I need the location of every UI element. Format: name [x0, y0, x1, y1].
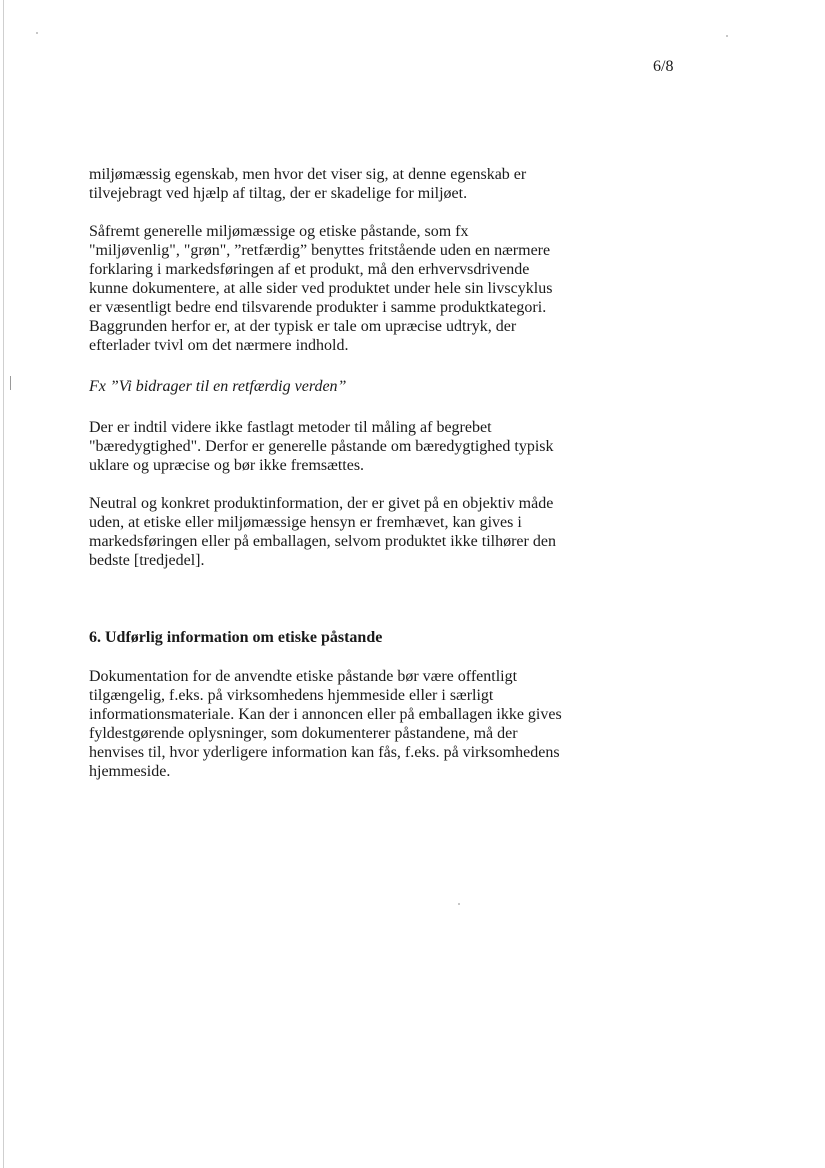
text-line: fyldestgørende oplysninger, som dokumenterer påstandene, må der	[89, 725, 518, 742]
paragraph-general-claims	[89, 222, 609, 355]
text-line: er væsentligt bedre end tilsvarende produkter i samme produktkategori.	[89, 299, 547, 316]
scan-margin-mark	[10, 376, 11, 390]
text-line: "miljøvenlig", "grøn", ”retfærdig” benyttes fritstående uden en nærmere	[89, 242, 551, 259]
text-line: kunne dokumentere, at alle sider ved produktet under hele sin livscyklus	[89, 280, 553, 297]
text-line: uklare og upræcise og bør ikke fremsættes.	[89, 457, 365, 474]
text-line: Neutral og konkret produktinformation, der er givet på en objektiv måde	[89, 495, 554, 512]
page-number: 6/8	[653, 58, 674, 75]
paragraph-sustainability	[89, 418, 609, 475]
text-line: informationsmateriale. Kan der i annoncen eller på emballagen ikke gives	[89, 706, 562, 723]
text-line: "bæredygtighed". Derfor er generelle påstande om bæredygtighed typisk	[89, 438, 554, 455]
scan-edge-line	[3, 0, 4, 1168]
text-line: efterlader tvivl om det nærmere indhold.	[89, 337, 349, 354]
section-heading: 6. Udførlig information om etiske påstande	[89, 629, 383, 646]
text-line: bedste [tredjedel].	[89, 552, 205, 569]
text-line: forklaring i markedsføringen af et produkt, må den erhvervsdrivende	[89, 261, 530, 278]
text-line: Baggrunden herfor er, at der typisk er tale om upræcise udtryk, der	[89, 318, 517, 335]
text-line: Dokumentation for de anvendte etiske påstande bør være offentligt	[89, 668, 518, 685]
text-line: tilvejebragt ved hjælp af tiltag, der er skadelige for miljøet.	[89, 185, 468, 202]
text-line: markedsføringen eller på emballagen, selvom produktet ikke tilhører den	[89, 533, 556, 550]
paragraph-environmental-property	[89, 165, 609, 203]
text-line: Såfremt generelle miljømæssige og etiske påstande, som fx	[89, 223, 469, 240]
text-line: hjemmeside.	[89, 763, 171, 780]
paragraph-documentation	[89, 667, 609, 781]
scan-speck	[458, 903, 460, 905]
text-line: uden, at etiske eller miljømæssige hensyn er fremhævet, kan gives i	[89, 514, 522, 531]
example-quote	[89, 377, 609, 396]
scan-speck	[36, 32, 38, 34]
scan-speck	[726, 35, 728, 37]
paragraph-neutral-information	[89, 494, 609, 570]
text-line: tilgængelig, f.eks. på virksomhedens hjemmeside eller i særligt	[89, 687, 494, 704]
text-line: Der er indtil videre ikke fastlagt metoder til måling af begrebet	[89, 419, 492, 436]
text-line: miljømæssig egenskab, men hvor det viser sig, at denne egenskab er	[89, 166, 527, 183]
text-line: henvises til, hvor yderligere information kan fås, f.eks. på virksomhedens	[89, 744, 560, 761]
text-line: Fx ”Vi bidrager til en retfærdig verden”	[89, 378, 347, 395]
